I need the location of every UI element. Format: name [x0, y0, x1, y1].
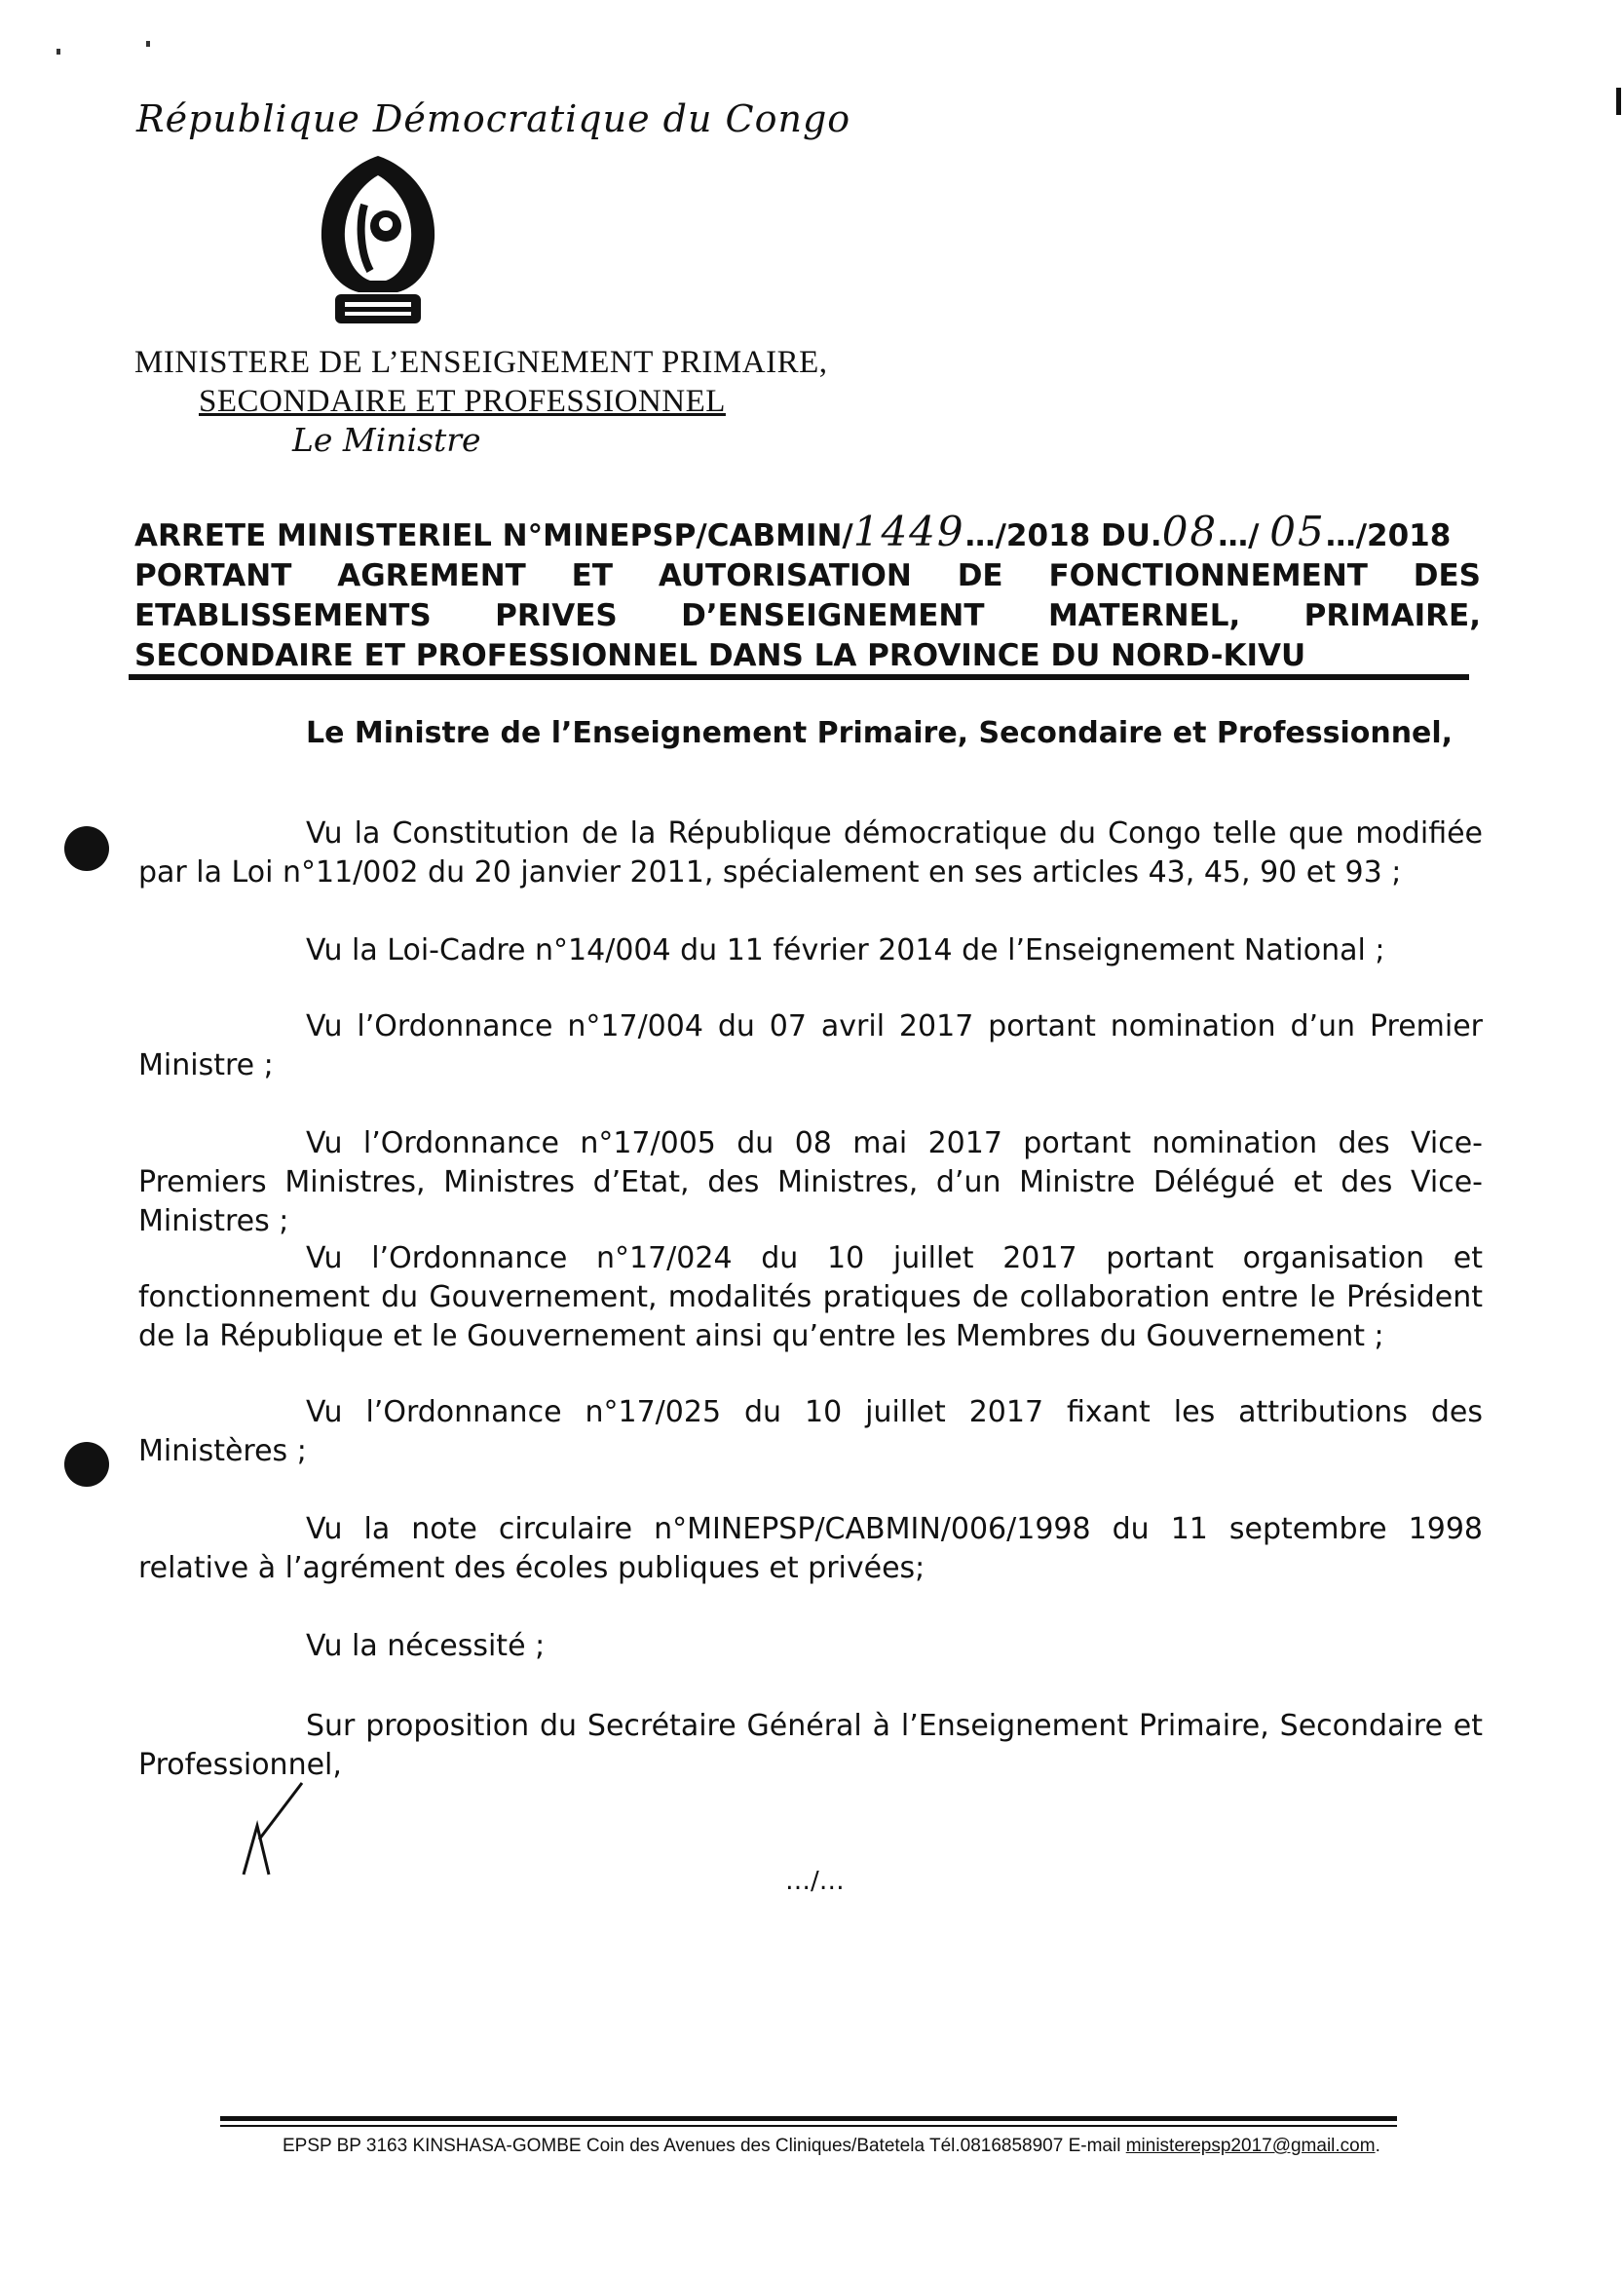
coat-of-arms-emblem [310, 156, 446, 327]
recital-paragraph: Vu la nécessité ; [306, 1629, 546, 1663]
recital-paragraph: Vu la Loi-Cadre n°14/004 du 11 février 2014 de l’Enseignement National ; [306, 933, 1385, 967]
title-word: ET [571, 558, 613, 593]
title-word: PRIMAIRE, [1303, 598, 1481, 633]
le-ministre-label: Le Ministre [292, 421, 481, 459]
margin-mark [1616, 88, 1621, 115]
title-line-2 [134, 556, 1481, 596]
footer-text: EPSP BP 3163 KINSHASA-GOMBE Coin des Avenues des Cliniques/Batetela Tél.0816858907 E-mail [283, 2136, 1126, 2156]
title-divider [129, 674, 1469, 680]
title-line-4: SECONDAIRE ET PROFESSIONNEL DANS LA PROVINCE DU NORD-KIVU [134, 638, 1306, 673]
continuation-mark: …/… [785, 1867, 845, 1896]
recital-paragraph: Vu la Constitution de la République démocratique du Congo telle que modifiée par la Loi n°11/002 du 20 janvier 2011, spécialement en ses articles 43, 45, 90 et 93 ; [138, 816, 1483, 890]
title-word: DE [957, 558, 1003, 593]
title-word: FONCTIONNEMENT [1048, 558, 1368, 593]
recital-paragraph: Vu l’Ordonnance n°17/004 du 07 avril 2017 portant nomination d’un Premier Ministre ; [138, 1009, 1483, 1082]
initials-signature [240, 1781, 308, 1878]
title-word: D’ENSEIGNEMENT [681, 598, 985, 633]
footer-address [283, 2136, 1380, 2157]
recital-paragraph: Vu l’Ordonnance n°17/005 du 08 mai 2017 portant nomination des Vice-Premiers Ministres, Ministres d’Etat, des Ministres, d’un Ministre Délégué et des Vice-Ministres ; [138, 1126, 1483, 1238]
title-word: PRIVES [495, 598, 618, 633]
decree-month-handwritten: 05 [1269, 508, 1326, 555]
recital-paragraph: Vu l’Ordonnance n°17/025 du 10 juillet 2017 fixant les attributions des Ministères ; [138, 1395, 1483, 1468]
title-word: DES [1413, 558, 1481, 593]
decree-day-handwritten: 08 [1161, 508, 1219, 555]
footer-divider-thin [220, 2125, 1397, 2127]
title-word: ETABLISSEMENTS [134, 598, 432, 633]
binder-hole [64, 826, 109, 871]
minister-heading: Le Ministre de l’Enseignement Primaire, Secondaire et Professionnel, [306, 716, 1454, 750]
ministry-name [134, 343, 827, 421]
republic-name: République Démocratique du Congo [136, 97, 851, 140]
title-dots-3: …/2018 [1325, 518, 1452, 553]
title-prefix: ARRETE MINISTERIEL N°MINEPSP/CABMIN/ [134, 518, 853, 553]
title-word: AUTORISATION [658, 558, 912, 593]
ministry-line-2: SECONDAIRE ET PROFESSIONNEL [199, 384, 726, 419]
title-word: PORTANT [134, 558, 292, 593]
decree-number-handwritten: 1449 [852, 508, 965, 555]
recital-paragraph: Vu l’Ordonnance n°17/024 du 10 juillet 2017 portant organisation et fonctionnement du Gouvernement, modalités pratiques de collaboration entre le Président de la République et le Gouvernement ainsi qu’entre les Membres du Gouvernement ; [138, 1241, 1483, 1353]
footer-tail: . [1375, 2136, 1380, 2156]
scan-mark [146, 41, 150, 47]
decree-title [134, 508, 1481, 676]
title-word: MATERNEL, [1047, 598, 1241, 633]
title-dots-1: …/2018 DU. [964, 518, 1162, 553]
recital-paragraph: Vu la note circulaire n°MINEPSP/CABMIN/006/1998 du 11 septembre 1998 relative à l’agrément des écoles publiques et privées; [138, 1512, 1483, 1585]
title-dots-2: …/ [1218, 518, 1270, 553]
ministry-line-1: MINISTERE DE L’ENSEIGNEMENT PRIMAIRE, [134, 345, 828, 380]
title-word: AGREMENT [337, 558, 526, 593]
title-line-3 [134, 596, 1481, 636]
title-line-1 [134, 508, 1481, 556]
binder-hole [64, 1442, 109, 1487]
recital-paragraph: Sur proposition du Secrétaire Général à l’Enseignement Primaire, Secondaire et Professionnel, [138, 1709, 1483, 1782]
footer-divider [220, 2116, 1397, 2121]
footer-email-link[interactable]: ministerepsp2017@gmail.com [1125, 2136, 1376, 2156]
scan-mark [57, 49, 60, 55]
